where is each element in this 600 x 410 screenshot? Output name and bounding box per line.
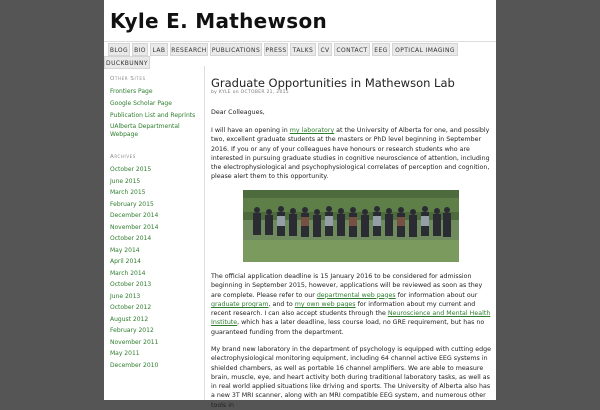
- nav-item-blog[interactable]: BLOG: [108, 43, 130, 56]
- post-date: OCTOBER 21, 2015: [240, 90, 289, 95]
- archive-link[interactable]: March 2014: [110, 269, 146, 277]
- archive-link[interactable]: June 2013: [110, 292, 141, 300]
- nav-item-bio[interactable]: BIO: [132, 43, 148, 56]
- post-greeting: Dear Colleagues,: [211, 109, 265, 116]
- archive-link[interactable]: December 2014: [110, 212, 159, 219]
- archive-link[interactable]: February 2012: [110, 327, 154, 334]
- paragraph-text: I will have an opening in: [211, 127, 290, 134]
- archive-link[interactable]: October 2015: [110, 166, 152, 173]
- nav-item-lab[interactable]: LAB: [150, 43, 168, 56]
- paragraph-text: at the University of Alberta for one, and possibly two, excellent graduate students at the masters or PhD level beginning in September 2016. If you or any of your colleagues have honours or research students who are interested in pursuing graduate studies in cognitive neuroscience of attention, including the electrophysiological and psychophysiological correlates of perception and cognition, please alert them to this opportunity.: [211, 127, 490, 181]
- post-paragraph-1: [211, 126, 493, 182]
- paragraph-text: , which has a later deadline, less course load, no GRE requirement, but has no guaranteed funding from the department.: [211, 319, 485, 336]
- post-title[interactable]: Graduate Opportunities in Mathewson Lab: [211, 76, 455, 90]
- page-container: [104, 0, 496, 409]
- nav-item-publications[interactable]: PUBLICATIONS: [210, 43, 262, 56]
- main-nav: [104, 41, 496, 67]
- nav-item-optical-imaging[interactable]: OPTICAL IMAGING: [392, 43, 458, 56]
- nav-item-eeg[interactable]: EEG: [372, 43, 390, 56]
- other-sites-heading: Other Sites: [110, 76, 146, 82]
- nav-item-press[interactable]: PRESS: [264, 43, 288, 56]
- nav-item-talks[interactable]: TALKS: [290, 43, 316, 56]
- nav-item-duckbunny[interactable]: DUCKBUNNY: [104, 56, 150, 69]
- archive-link[interactable]: December 2010: [110, 361, 159, 369]
- sidebar-link-publications[interactable]: Publication List and Reprints: [110, 112, 196, 119]
- paragraph-text: , and to: [268, 300, 295, 308]
- archive-link[interactable]: November 2014: [110, 223, 159, 231]
- post-paragraph-3: My brand new laboratory in the department of psychology is equipped with cutting edge electrophysiological monitoring equipment, including 64 channel active EEG systems in shielded chambers, as well as portable 16 channel amplifiers. We are able to measure brain, muscle, eye, and heart activity both during traditional laboratory tasks, as well as in real world applied situations like driving and sports. The University of Alberta also has a new 3T MRI scanner, along with an MRI compatible EEG system, and numerous other tools in: [211, 346, 491, 409]
- archive-link[interactable]: October 2013: [110, 281, 152, 288]
- post-paragraph-2: [211, 272, 493, 337]
- post-meta: [211, 90, 289, 95]
- post-meta-by: by: [211, 90, 218, 95]
- post-content: [204, 66, 496, 409]
- neuroscience-institute-link[interactable]: Neuroscience and Mental Health Institute: [211, 310, 491, 327]
- archive-link[interactable]: October 2012: [110, 304, 152, 311]
- my-own-web-pages-link[interactable]: my own web pages: [294, 300, 356, 308]
- nav-item-cv[interactable]: CV: [318, 43, 332, 56]
- archive-link[interactable]: April 2014: [110, 258, 141, 265]
- paragraph-text: for information about our: [395, 291, 478, 299]
- post-meta-on: on: [232, 90, 239, 95]
- archive-link[interactable]: May 2011: [110, 350, 140, 357]
- nav-item-research[interactable]: RESEARCH: [170, 43, 208, 56]
- archive-link[interactable]: August 2012: [110, 315, 149, 323]
- post-author[interactable]: KYLE: [218, 90, 231, 95]
- paragraph-text: The official application deadline is 15 January 2016 to be considered for admission beginning in September 2015, however, applications will be reviewed as soon as they are complete. Please refer to our: [211, 273, 483, 299]
- sidebar-link-ualberta-webpage[interactable]: Webpage: [110, 131, 139, 138]
- sidebar-link-ualberta[interactable]: UAlberta Departmental: [110, 123, 180, 130]
- nav-item-contact[interactable]: CONTACT: [334, 43, 370, 56]
- archive-link[interactable]: June 2015: [110, 177, 141, 185]
- archive-link[interactable]: February 2015: [110, 200, 154, 208]
- sidebar-link-google-scholar[interactable]: Google Scholar Page: [110, 100, 172, 107]
- graduate-program-link[interactable]: graduate program: [211, 300, 269, 308]
- archive-link[interactable]: November 2011: [110, 338, 159, 346]
- my-laboratory-link[interactable]: my laboratory: [289, 127, 335, 134]
- departmental-web-pages-link[interactable]: departmental web pages: [316, 291, 396, 299]
- archive-link[interactable]: October 2014: [110, 235, 152, 242]
- archive-link[interactable]: March 2015: [110, 189, 146, 196]
- lab-group-photo-image: [243, 190, 459, 262]
- archives-heading: Archives: [110, 154, 136, 160]
- sidebar-link-frontiers[interactable]: Frontiers Page: [110, 88, 153, 95]
- site-title[interactable]: Kyle E. Mathewson: [110, 9, 328, 33]
- paragraph-text: for information about my current and recent research. I can also accept students through the: [211, 300, 476, 318]
- archive-link[interactable]: May 2014: [110, 246, 140, 254]
- lab-group-photo: [243, 190, 459, 262]
